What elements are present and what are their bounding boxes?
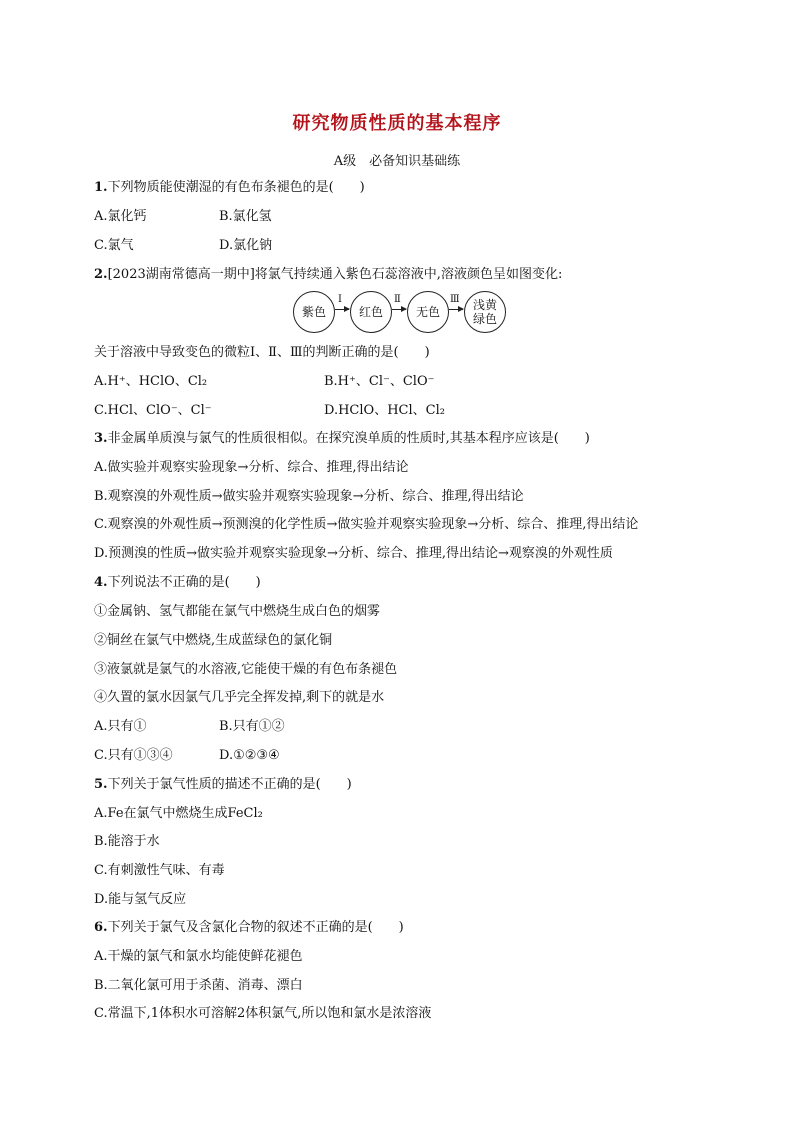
circle-red: 红色 — [350, 291, 392, 333]
option-a: A.只有① — [94, 719, 147, 734]
option-d: D.①②③④ — [219, 748, 280, 763]
question-stem: 下列关于氯气及含氯化合物的叙述不正确的是( ) — [107, 920, 404, 935]
circle-text-line-2: 绿色 — [472, 312, 497, 326]
question-2-stem-2: 关于溶液中导致变色的微粒Ⅰ、Ⅱ、Ⅲ的判断正确的是( ) — [94, 345, 430, 360]
option-b: B.二氧化氯可用于杀菌、消毒、漂白 — [94, 978, 303, 993]
page-title: 研究物质性质的基本程序 — [292, 113, 502, 134]
statement-3: ③液氯就是氯气的水溶液,它能使干燥的有色布条褪色 — [94, 662, 398, 677]
circle-purple: 紫色 — [293, 291, 335, 333]
option-d: D.能与氢气反应 — [94, 892, 187, 907]
arrow-2 — [392, 309, 406, 310]
question-6 — [94, 920, 404, 936]
question-5 — [94, 777, 352, 793]
circle-colorless: 无色 — [407, 291, 449, 333]
question-1 — [94, 180, 365, 196]
question-number: 3. — [94, 431, 108, 446]
option-c: C.HCl、ClO⁻、Cl⁻ — [94, 403, 212, 418]
option-c: C.氯气 — [94, 238, 134, 253]
statement-4: ④久置的氯水因氯气几乎完全挥发掉,剩下的就是水 — [94, 690, 385, 705]
option-a: A.H⁺、HClO、Cl₂ — [94, 374, 208, 389]
option-a: A.做实验并观察实验现象→分析、综合、推理,得出结论 — [94, 460, 409, 475]
question-number: 4. — [94, 575, 108, 590]
question-3 — [94, 431, 590, 447]
statement-1: ①金属钠、氢气都能在氯气中燃烧生成白色的烟雾 — [94, 604, 381, 619]
option-b: B.能溶于水 — [94, 834, 160, 849]
question-stem: [2023湖南常德高一期中]将氯气持续通入紫色石蕊溶液中,溶液颜色呈如图变化: — [107, 267, 563, 282]
arrow-3 — [449, 309, 463, 310]
question-number: 1. — [94, 180, 108, 195]
question-stem: 下列说法不正确的是( ) — [107, 575, 261, 590]
color-change-diagram — [293, 289, 508, 333]
section-subtitle: A级 必备知识基础练 — [333, 154, 461, 169]
question-number: 6. — [94, 920, 108, 935]
label-roman-3: Ⅲ — [450, 294, 460, 305]
label-roman-1: Ⅰ — [338, 294, 342, 305]
option-d: D.HClO、HCl、Cl₂ — [324, 403, 445, 418]
question-2 — [94, 267, 562, 283]
option-b: B.氯化氢 — [219, 209, 272, 224]
question-stem: 下列物质能使潮湿的有色布条褪色的是( ) — [107, 180, 365, 195]
option-a: A.干燥的氯气和氯水均能使鲜花褪色 — [94, 949, 303, 964]
option-d: D.氯化钠 — [219, 238, 273, 253]
option-d: D.预测溴的性质→做实验并观察实验现象→分析、综合、推理,得出结论→观察溴的外观性质 — [94, 546, 613, 561]
option-a: A.Fe在氯气中燃烧生成FeCl₂ — [94, 806, 263, 821]
option-c: C.有刺激性气味、有毒 — [94, 863, 225, 878]
label-roman-2: Ⅱ — [394, 294, 401, 305]
circle-text-line-1: 浅黄 — [472, 298, 497, 312]
question-number: 2. — [94, 267, 108, 282]
option-b: B.只有①② — [219, 719, 285, 734]
option-b: B.H⁺、Cl⁻、ClO⁻ — [324, 374, 435, 389]
option-b: B.观察溴的外观性质→做实验并观察实验现象→分析、综合、推理,得出结论 — [94, 489, 524, 504]
statement-2: ②铜丝在氯气中燃烧,生成蓝绿色的氯化铜 — [94, 633, 333, 648]
option-c: C.观察溴的外观性质→预测溴的化学性质→做实验并观察实验现象→分析、综合、推理,得出结论 — [94, 517, 639, 532]
question-4 — [94, 575, 261, 591]
option-c: C.常温下,1体积水可溶解2体积氯气,所以饱和氯水是浓溶液 — [94, 1006, 432, 1021]
option-c: C.只有①③④ — [94, 748, 173, 763]
arrow-1 — [335, 309, 349, 310]
question-number: 5. — [94, 777, 108, 792]
question-stem: 非金属单质溴与氯气的性质很相似。在探究溴单质的性质时,其基本程序应该是( ) — [107, 431, 590, 446]
option-a: A.氯化钙 — [94, 209, 147, 224]
question-stem: 下列关于氯气性质的描述不正确的是( ) — [107, 777, 352, 792]
circle-pale-yellow-green — [464, 291, 506, 333]
